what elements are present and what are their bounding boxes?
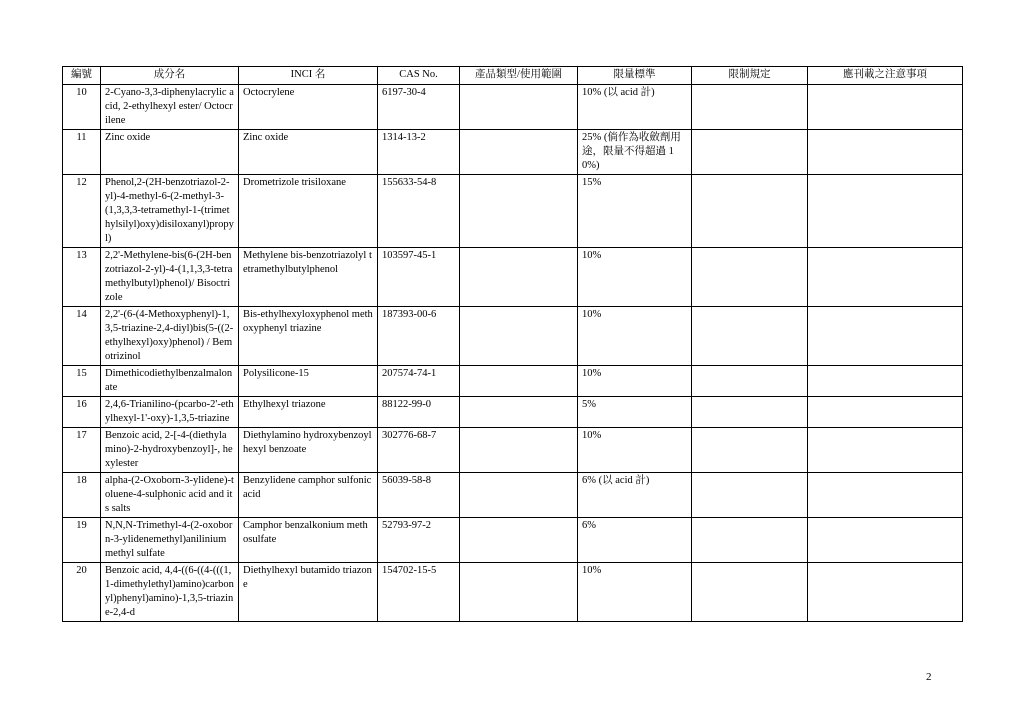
ingredient-table: [62, 66, 963, 622]
cell-ingredient-name: Phenol,2-(2H-benzotriazol-2-yl)-4-methyl-6-(2-methyl-3-(1,3,3,3-tetramethyl-1-(trimethylsilyl)oxy)disiloxanyl)propyl): [101, 175, 239, 248]
cell-warning: [808, 85, 963, 130]
cell-limit: 10% (以 acid 計): [578, 85, 692, 130]
cell-inci-name: Octocrylene: [239, 85, 378, 130]
cell-restriction: [692, 85, 808, 130]
cell-inci-name: Methylene bis-benzotriazolyl tetramethylbutylphenol: [239, 248, 378, 307]
cell-restriction: [692, 366, 808, 397]
cell-product-type: [460, 563, 578, 622]
cell-number: 13: [63, 248, 101, 307]
cell-number: 12: [63, 175, 101, 248]
cell-product-type: [460, 85, 578, 130]
cell-limit: 25% (倘作為收斂劑用途，限量不得超過 10%): [578, 130, 692, 175]
cell-cas-number: 155633-54-8: [378, 175, 460, 248]
cell-ingredient-name: 2,4,6-Trianilino-(pcarbo-2'-ethylhexyl-1'-oxy)-1,3,5-triazine: [101, 397, 239, 428]
cell-product-type: [460, 175, 578, 248]
table-body: [63, 85, 963, 622]
cell-restriction: [692, 563, 808, 622]
cell-warning: [808, 397, 963, 428]
table-row: [63, 130, 963, 175]
header-cell: 限制規定: [692, 67, 808, 85]
cell-warning: [808, 366, 963, 397]
cell-limit: 10%: [578, 307, 692, 366]
cell-warning: [808, 473, 963, 518]
table-header-row: [63, 67, 963, 85]
cell-product-type: [460, 518, 578, 563]
cell-inci-name: Benzylidene camphor sulfonic acid: [239, 473, 378, 518]
cell-number: 17: [63, 428, 101, 473]
cell-warning: [808, 130, 963, 175]
cell-product-type: [460, 473, 578, 518]
cell-inci-name: Bis-ethylhexyloxyphenol methoxyphenyl triazine: [239, 307, 378, 366]
cell-inci-name: Diethylamino hydroxybenzoyl hexyl benzoate: [239, 428, 378, 473]
cell-ingredient-name: 2,2'-Methylene-bis(6-(2H-benzotriazol-2-yl)-4-(1,1,3,3-tetramethylbutyl)phenol)/ Bisoctrizole: [101, 248, 239, 307]
cell-warning: [808, 518, 963, 563]
cell-limit: 10%: [578, 428, 692, 473]
cell-restriction: [692, 473, 808, 518]
cell-product-type: [460, 397, 578, 428]
cell-inci-name: Zinc oxide: [239, 130, 378, 175]
cell-warning: [808, 175, 963, 248]
table-row: [63, 563, 963, 622]
table-row: [63, 307, 963, 366]
cell-product-type: [460, 130, 578, 175]
cell-product-type: [460, 428, 578, 473]
cell-inci-name: Polysilicone-15: [239, 366, 378, 397]
cell-restriction: [692, 428, 808, 473]
header-cell: 限量標準: [578, 67, 692, 85]
cell-ingredient-name: alpha-(2-Oxoborn-3-ylidene)-toluene-4-sulphonic acid and its salts: [101, 473, 239, 518]
cell-ingredient-name: Benzoic acid, 4,4-((6-((4-(((1,1-dimethylethyl)amino)carbonyl)phenyl)amino)-1,3,5-triazine-2,4-d: [101, 563, 239, 622]
cell-cas-number: 52793-97-2: [378, 518, 460, 563]
cell-ingredient-name: Dimethicodiethylbenzalmalonate: [101, 366, 239, 397]
cell-limit: 10%: [578, 248, 692, 307]
cell-limit: 10%: [578, 563, 692, 622]
cell-ingredient-name: 2,2'-(6-(4-Methoxyphenyl)-1,3,5-triazine-2,4-diyl)bis(5-((2-ethylhexyl)oxy)phenol) / Bemotrizinol: [101, 307, 239, 366]
cell-number: 20: [63, 563, 101, 622]
cell-cas-number: 302776-68-7: [378, 428, 460, 473]
cell-limit: 10%: [578, 366, 692, 397]
header-cell: 成分名: [101, 67, 239, 85]
cell-product-type: [460, 307, 578, 366]
cell-cas-number: 88122-99-0: [378, 397, 460, 428]
cell-number: 11: [63, 130, 101, 175]
cell-inci-name: Ethylhexyl triazone: [239, 397, 378, 428]
cell-inci-name: Drometrizole trisiloxane: [239, 175, 378, 248]
table-row: [63, 473, 963, 518]
header-cell: CAS No.: [378, 67, 460, 85]
cell-restriction: [692, 248, 808, 307]
cell-warning: [808, 307, 963, 366]
cell-number: 15: [63, 366, 101, 397]
table-row: [63, 366, 963, 397]
cell-restriction: [692, 175, 808, 248]
table-row: [63, 518, 963, 563]
cell-limit: 6%: [578, 518, 692, 563]
cell-restriction: [692, 397, 808, 428]
cell-limit: 15%: [578, 175, 692, 248]
cell-ingredient-name: Zinc oxide: [101, 130, 239, 175]
table-row: [63, 397, 963, 428]
cell-cas-number: 6197-30-4: [378, 85, 460, 130]
cell-cas-number: 207574-74-1: [378, 366, 460, 397]
cell-cas-number: 154702-15-5: [378, 563, 460, 622]
cell-number: 19: [63, 518, 101, 563]
cell-restriction: [692, 130, 808, 175]
table-row: [63, 175, 963, 248]
cell-product-type: [460, 248, 578, 307]
cell-warning: [808, 428, 963, 473]
header-cell: 產品類型/使用範圍: [460, 67, 578, 85]
cell-cas-number: 56039-58-8: [378, 473, 460, 518]
cell-restriction: [692, 307, 808, 366]
cell-inci-name: Diethylhexyl butamido triazone: [239, 563, 378, 622]
cell-ingredient-name: Benzoic acid, 2-[-4-(diethylamino)-2-hydroxybenzoyl]-, hexylester: [101, 428, 239, 473]
cell-number: 10: [63, 85, 101, 130]
cell-limit: 5%: [578, 397, 692, 428]
header-cell: INCI 名: [239, 67, 378, 85]
cell-ingredient-name: N,N,N-Trimethyl-4-(2-oxoborn-3-ylidenemethyl)anilinium methyl sulfate: [101, 518, 239, 563]
table-row: [63, 428, 963, 473]
cell-limit: 6% (以 acid 計): [578, 473, 692, 518]
cell-cas-number: 1314-13-2: [378, 130, 460, 175]
header-cell: 應刊載之注意事項: [808, 67, 963, 85]
cell-number: 18: [63, 473, 101, 518]
cell-warning: [808, 248, 963, 307]
cell-cas-number: 103597-45-1: [378, 248, 460, 307]
table-row: [63, 248, 963, 307]
cell-product-type: [460, 366, 578, 397]
cell-cas-number: 187393-00-6: [378, 307, 460, 366]
cell-restriction: [692, 518, 808, 563]
cell-inci-name: Camphor benzalkonium methosulfate: [239, 518, 378, 563]
cell-number: 14: [63, 307, 101, 366]
page-number: 2: [926, 671, 932, 683]
cell-ingredient-name: 2-Cyano-3,3-diphenylacrylic acid, 2-ethylhexyl ester/ Octocrilene: [101, 85, 239, 130]
cell-number: 16: [63, 397, 101, 428]
header-cell: 編號: [63, 67, 101, 85]
cell-warning: [808, 563, 963, 622]
table-row: [63, 85, 963, 130]
